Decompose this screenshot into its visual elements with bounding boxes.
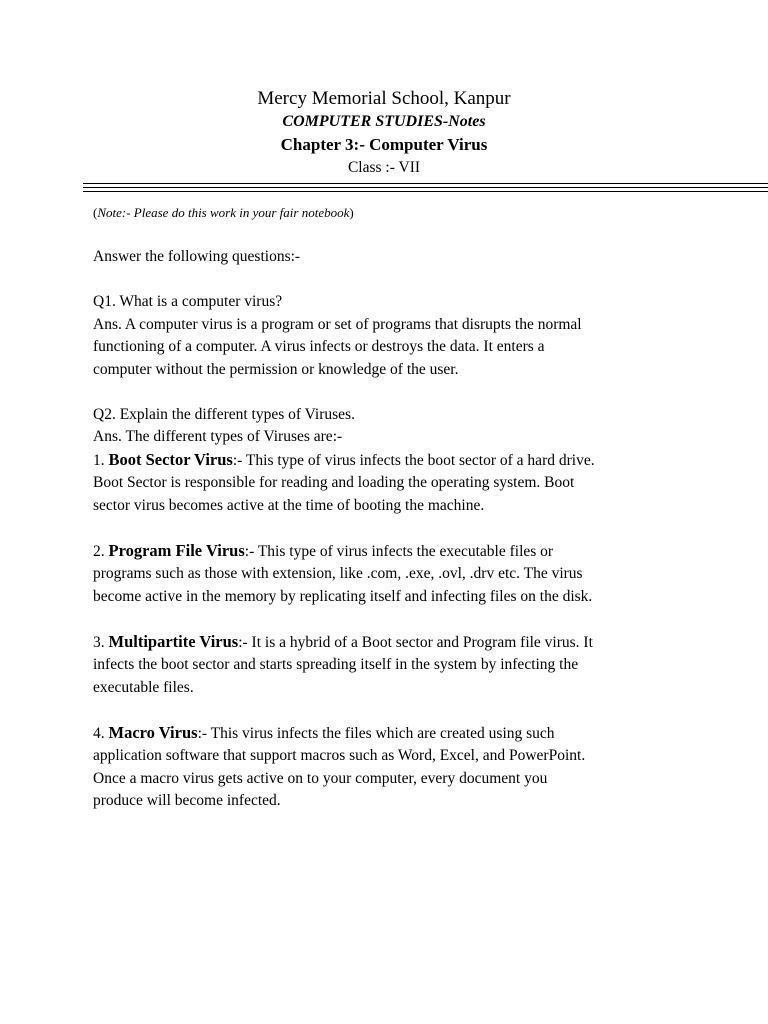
header-divider-top: [83, 183, 768, 184]
header-divider-middle: [83, 187, 768, 188]
subject-title: COMPUTER STUDIES-Notes: [282, 113, 486, 130]
virus-type-text: :- It is a hybrid of a Boot sector and Program file virus. It: [238, 633, 593, 651]
virus-type-line: infects the boot sector and starts spreading itself in the system by infecting the: [93, 656, 579, 673]
virus-type-number: 2.: [93, 542, 109, 560]
virus-type-first-line: [93, 631, 753, 655]
virus-type-line: executable files.: [93, 678, 194, 696]
virus-type-text: :- This type of virus infects the executable files or: [244, 542, 554, 560]
virus-type-term: Macro Virus: [108, 722, 198, 742]
virus-type-first-line: [93, 449, 753, 473]
virus-type-number: 3.: [93, 633, 109, 651]
virus-type-first-line: [93, 540, 753, 564]
q1-question: Q1. What is a computer virus?: [93, 293, 283, 310]
chapter-title: Chapter 3:- Computer Virus: [280, 135, 488, 154]
school-name: Mercy Memorial School, Kanpur: [257, 88, 511, 109]
virus-type-line: application software that support macros such as Word, Excel, and PowerPoint.: [93, 747, 586, 764]
note-line: [93, 205, 354, 221]
class-label: Class :- VII: [347, 159, 421, 176]
note-open-paren: (: [93, 205, 98, 220]
virus-type-term: Boot Sector Virus: [108, 449, 233, 469]
header-divider-bottom: [83, 191, 768, 192]
virus-type-number: 4.: [93, 724, 109, 742]
document-body: [93, 246, 753, 813]
note-close-paren: ): [349, 205, 354, 220]
q2-answer-intro: Ans. The different types of Viruses are:-: [93, 428, 343, 445]
q1-answer-line: computer without the permission or knowledge of the user.: [93, 360, 459, 378]
intro-line: Answer the following questions:-: [93, 248, 301, 265]
q2-question: Q2. Explain the different types of Viruses.: [93, 405, 355, 423]
virus-type-line: produce will become infected.: [93, 792, 281, 809]
q1-answer-line: functioning of a computer. A virus infects or destroys the data. It enters a: [93, 338, 545, 355]
virus-type-first-line: [93, 722, 753, 746]
virus-type-text: :- This type of virus infects the boot sector of a hard drive.: [232, 451, 595, 469]
note-text: Note:- Please do this work in your fair notebook: [97, 205, 350, 220]
q1-answer-line: Ans. A computer virus is a program or set of programs that disrupts the normal: [93, 315, 582, 333]
virus-type-line: programs such as those with extension, like .com, .exe, .ovl, .drv etc. The virus: [93, 565, 583, 582]
virus-type-term: Multipartite Virus: [108, 631, 239, 651]
virus-type-line: become active in the memory by replicating itself and infecting files on the disk.: [93, 587, 593, 605]
virus-type-term: Program File Virus: [108, 540, 245, 560]
virus-type-line: Boot Sector is responsible for reading and loading the operating system. Boot: [93, 474, 575, 491]
virus-type-text: :- This virus infects the files which are created using such: [197, 724, 555, 742]
virus-type-number: 1.: [93, 451, 109, 469]
virus-type-line: sector virus becomes active at the time of booting the machine.: [93, 496, 485, 514]
virus-type-line: Once a macro virus gets active on to your computer, every document you: [93, 769, 548, 787]
